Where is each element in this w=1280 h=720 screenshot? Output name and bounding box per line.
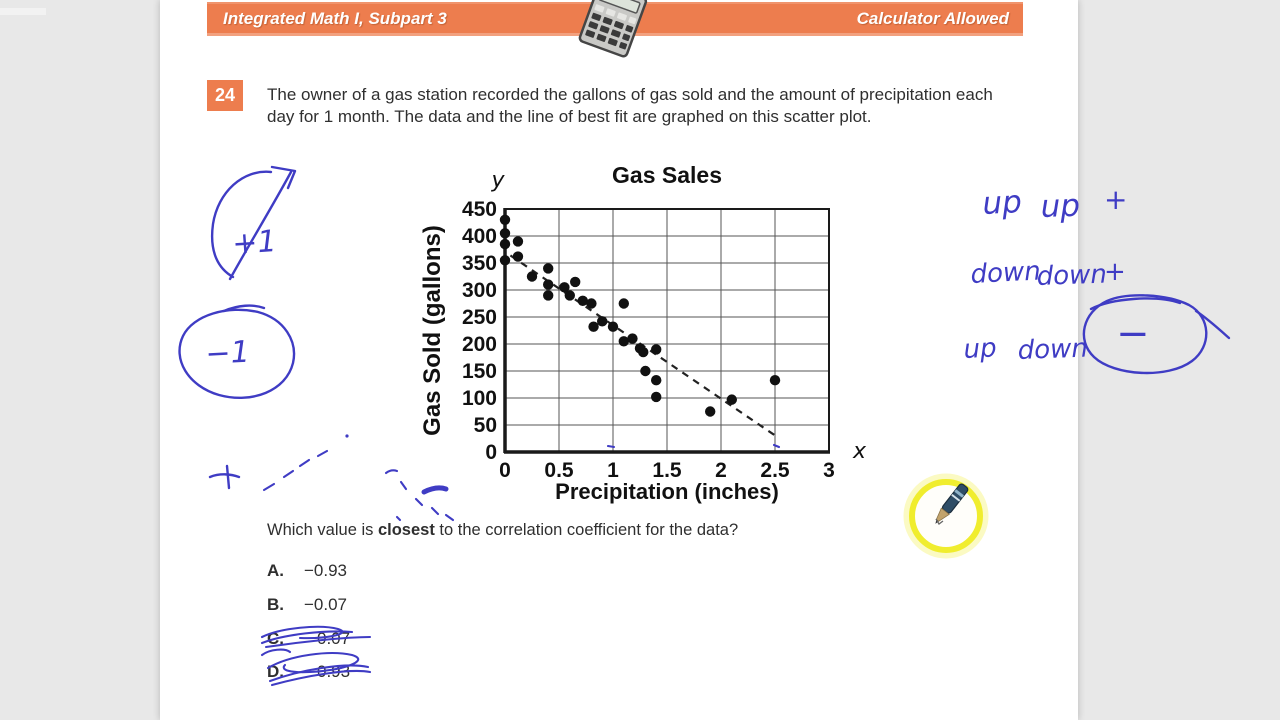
data-point [651, 375, 661, 385]
prompt-prefix: Which value is [267, 521, 378, 539]
data-point [705, 406, 715, 416]
x-axis-letter: x [853, 439, 867, 464]
svg-text:+: + [1104, 257, 1126, 287]
svg-text:400: 400 [461, 225, 497, 248]
option-value: 0.07 [317, 629, 351, 648]
plus-one-label: +1 [231, 223, 278, 262]
svg-text:−: − [1116, 311, 1150, 357]
data-point [527, 271, 537, 281]
data-point [543, 290, 553, 300]
svg-text:3: 3 [823, 459, 835, 482]
option-value: −0.93 [304, 561, 348, 580]
data-point [627, 333, 637, 343]
data-point [500, 228, 510, 238]
svg-text:+: + [1104, 183, 1128, 216]
data-point [640, 366, 650, 376]
answer-option-b[interactable] [267, 595, 347, 615]
svg-text:down: down [1036, 259, 1108, 292]
chart-title: Gas Sales [612, 162, 722, 188]
svg-text:2: 2 [715, 459, 727, 482]
answer-option-d[interactable] [267, 662, 350, 682]
option-letter: A. [267, 561, 284, 580]
scatter-plot [420, 155, 880, 510]
minus-one-label: −1 [204, 334, 251, 372]
data-point [608, 322, 618, 332]
answer-option-a[interactable] [267, 561, 347, 581]
svg-text:up: up [981, 183, 1023, 222]
option-value: 0.93 [317, 662, 351, 681]
data-point [770, 375, 780, 385]
question-number: 24 [207, 80, 243, 111]
data-point [619, 298, 629, 308]
svg-text:down: down [1017, 333, 1089, 366]
data-point [588, 322, 598, 332]
svg-text:200: 200 [461, 333, 497, 356]
svg-text:250: 250 [461, 306, 497, 329]
svg-text:100: 100 [461, 387, 497, 410]
option-letter: C. [267, 629, 284, 648]
data-point [565, 290, 575, 300]
data-point [586, 298, 596, 308]
svg-text:up: up [1040, 187, 1081, 225]
svg-text:0: 0 [485, 441, 497, 464]
data-point [597, 316, 607, 326]
calculator-allowed-label: Calculator Allowed [856, 9, 1009, 28]
svg-text:350: 350 [461, 252, 497, 275]
data-point [500, 215, 510, 225]
option-value: −0.07 [304, 595, 348, 614]
svg-text:1: 1 [607, 459, 619, 482]
svg-text:450: 450 [461, 198, 497, 221]
svg-text:300: 300 [461, 279, 497, 302]
data-point [543, 263, 553, 273]
data-point [638, 347, 648, 357]
data-point [543, 279, 553, 289]
svg-text:1.5: 1.5 [652, 459, 682, 482]
test-title: Integrated Math I, Subpart 3 [223, 9, 447, 28]
answer-option-c[interactable] [267, 629, 350, 649]
data-point [513, 251, 523, 261]
data-point [651, 392, 661, 402]
svg-text:2.5: 2.5 [760, 459, 790, 482]
data-point [513, 236, 523, 246]
data-point [727, 394, 737, 404]
data-point [570, 277, 580, 287]
svg-text:0: 0 [499, 459, 511, 482]
data-point [500, 255, 510, 265]
data-point [651, 344, 661, 354]
scatter-plot-figure [420, 155, 880, 510]
prompt-bold-word: closest [377, 521, 435, 539]
option-letter: B. [267, 595, 284, 614]
svg-text:50: 50 [473, 414, 497, 437]
data-point [500, 239, 510, 249]
svg-text:150: 150 [461, 360, 497, 383]
y-axis-label: Gas Sold (gallons) [420, 225, 446, 436]
question-text: The owner of a gas station recorded the gallons of gas sold and the amount of precipitation each day for 1 month. The data and the line of best fit are graphed on this scatter plot. [267, 85, 993, 126]
option-letter: D. [267, 662, 284, 681]
svg-text:down: down [969, 256, 1042, 290]
calculator-icon [550, 0, 710, 90]
prompt-suffix: to the correlation coefficient for the data? [434, 521, 739, 539]
svg-text:up: up [962, 333, 998, 365]
y-axis-letter: y [491, 168, 505, 193]
svg-text:0.5: 0.5 [544, 459, 574, 482]
screen-edge-artifact [0, 8, 46, 15]
question-prompt [267, 521, 738, 540]
x-axis-label: Precipitation (inches) [555, 479, 779, 504]
